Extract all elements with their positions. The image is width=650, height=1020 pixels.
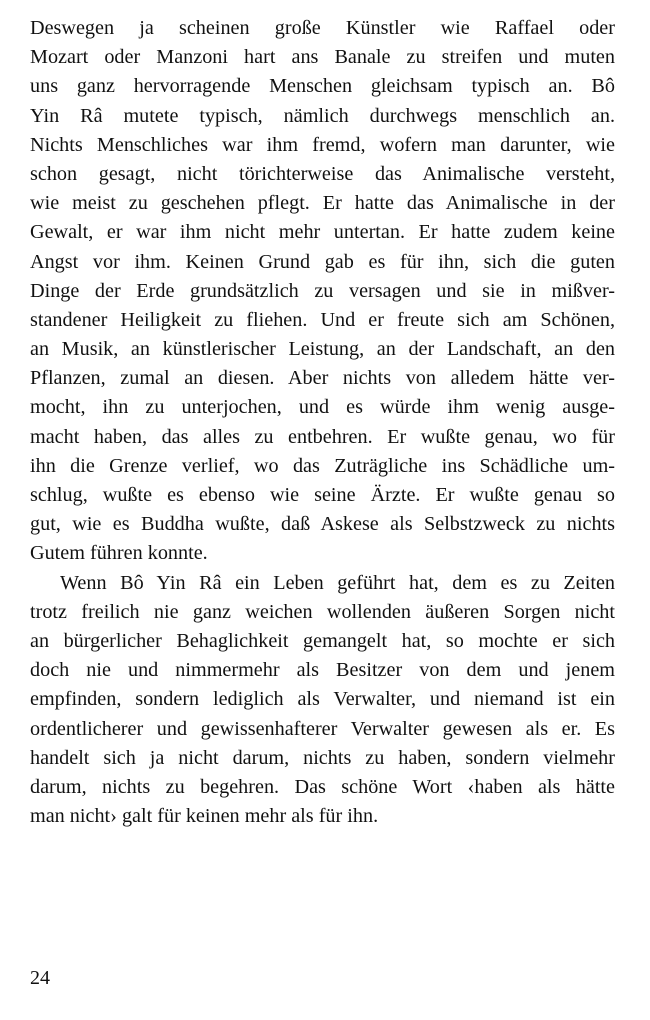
text-line: Angst vor ihm. Keinen Grund gab es für ihn, sich die guten <box>30 250 615 273</box>
text-line: mocht, ihn zu unterjochen, und es würde ihm wenig ausge- <box>30 396 615 419</box>
text-line: wie meist zu geschehen pflegt. Er hatte das Animalische in der <box>30 192 615 215</box>
text-line: Pflanzen, zumal an diesen. Aber nichts von alledem hätte ver- <box>30 367 615 390</box>
paragraph-1 <box>30 14 615 569</box>
text-line: Deswegen ja scheinen große Künstler wie Raffael oder <box>30 17 615 39</box>
text-line: man nicht› galt für keinen mehr als für ihn. <box>30 805 379 828</box>
text-line: Gewalt, er war ihm nicht mehr untertan. Er hatte zudem keine <box>30 221 615 244</box>
text-line: trotz freilich nie ganz weichen wollenden äußeren Sorgen nicht <box>30 600 615 623</box>
text-line: Nichts Menschliches war ihm fremd, wofern man darunter, wie <box>30 133 615 156</box>
text-line: ihn die Grenze verlief, wo das Zuträgliche ins Schädliche um- <box>30 454 615 477</box>
text-line: schlug, wußte es ebenso wie seine Ärzte. Er wußte genau so <box>30 484 615 506</box>
text-line: Dinge der Erde grundsätzlich zu versagen und sie in mißver- <box>30 279 615 302</box>
text-line: standener Heiligkeit zu fliehen. Und er freute sich am Schönen, <box>30 308 615 331</box>
text-line: gut, wie es Buddha wußte, daß Askese als Selbstzweck zu nichts <box>30 513 615 536</box>
paragraph-2 <box>30 569 615 832</box>
text-line: Yin Râ mutete typisch, nämlich durchwegs menschlich an. <box>30 104 615 127</box>
page-number: 24 <box>30 967 50 989</box>
text-line: an Musik, an künstlerischer Leistung, an der Landschaft, an den <box>30 338 615 361</box>
text-line: ordentlicherer und gewissenhafterer Verwalter gewesen als er. Es <box>30 717 615 740</box>
text-line: darum, nichts zu begehren. Das schöne Wort ‹haben als hätte <box>30 775 615 798</box>
text-line: Gutem führen konnte. <box>30 542 208 565</box>
text-line: macht haben, das alles zu entbehren. Er wußte genau, wo für <box>30 425 615 448</box>
text-line: uns ganz hervorragende Menschen gleichsam typisch an. Bô <box>30 75 615 98</box>
text-line: Mozart oder Manzoni hart ans Banale zu streifen und muten <box>30 46 615 69</box>
text-line: handelt sich ja nicht darum, nichts zu haben, sondern vielmehr <box>30 746 615 769</box>
page-body <box>30 14 615 831</box>
text-line: empfinden, sondern lediglich als Verwalter, und niemand ist ein <box>30 688 615 711</box>
text-line: an bürgerlicher Behaglichkeit gemangelt hat, so mochte er sich <box>30 629 615 652</box>
text-line: schon gesagt, nicht törichterweise das Animalische versteht, <box>30 162 615 185</box>
text-line: doch nie und nimmermehr als Besitzer von dem und jenem <box>30 659 615 682</box>
text-line: Wenn Bô Yin Râ ein Leben geführt hat, dem es zu Zeiten <box>60 571 615 594</box>
